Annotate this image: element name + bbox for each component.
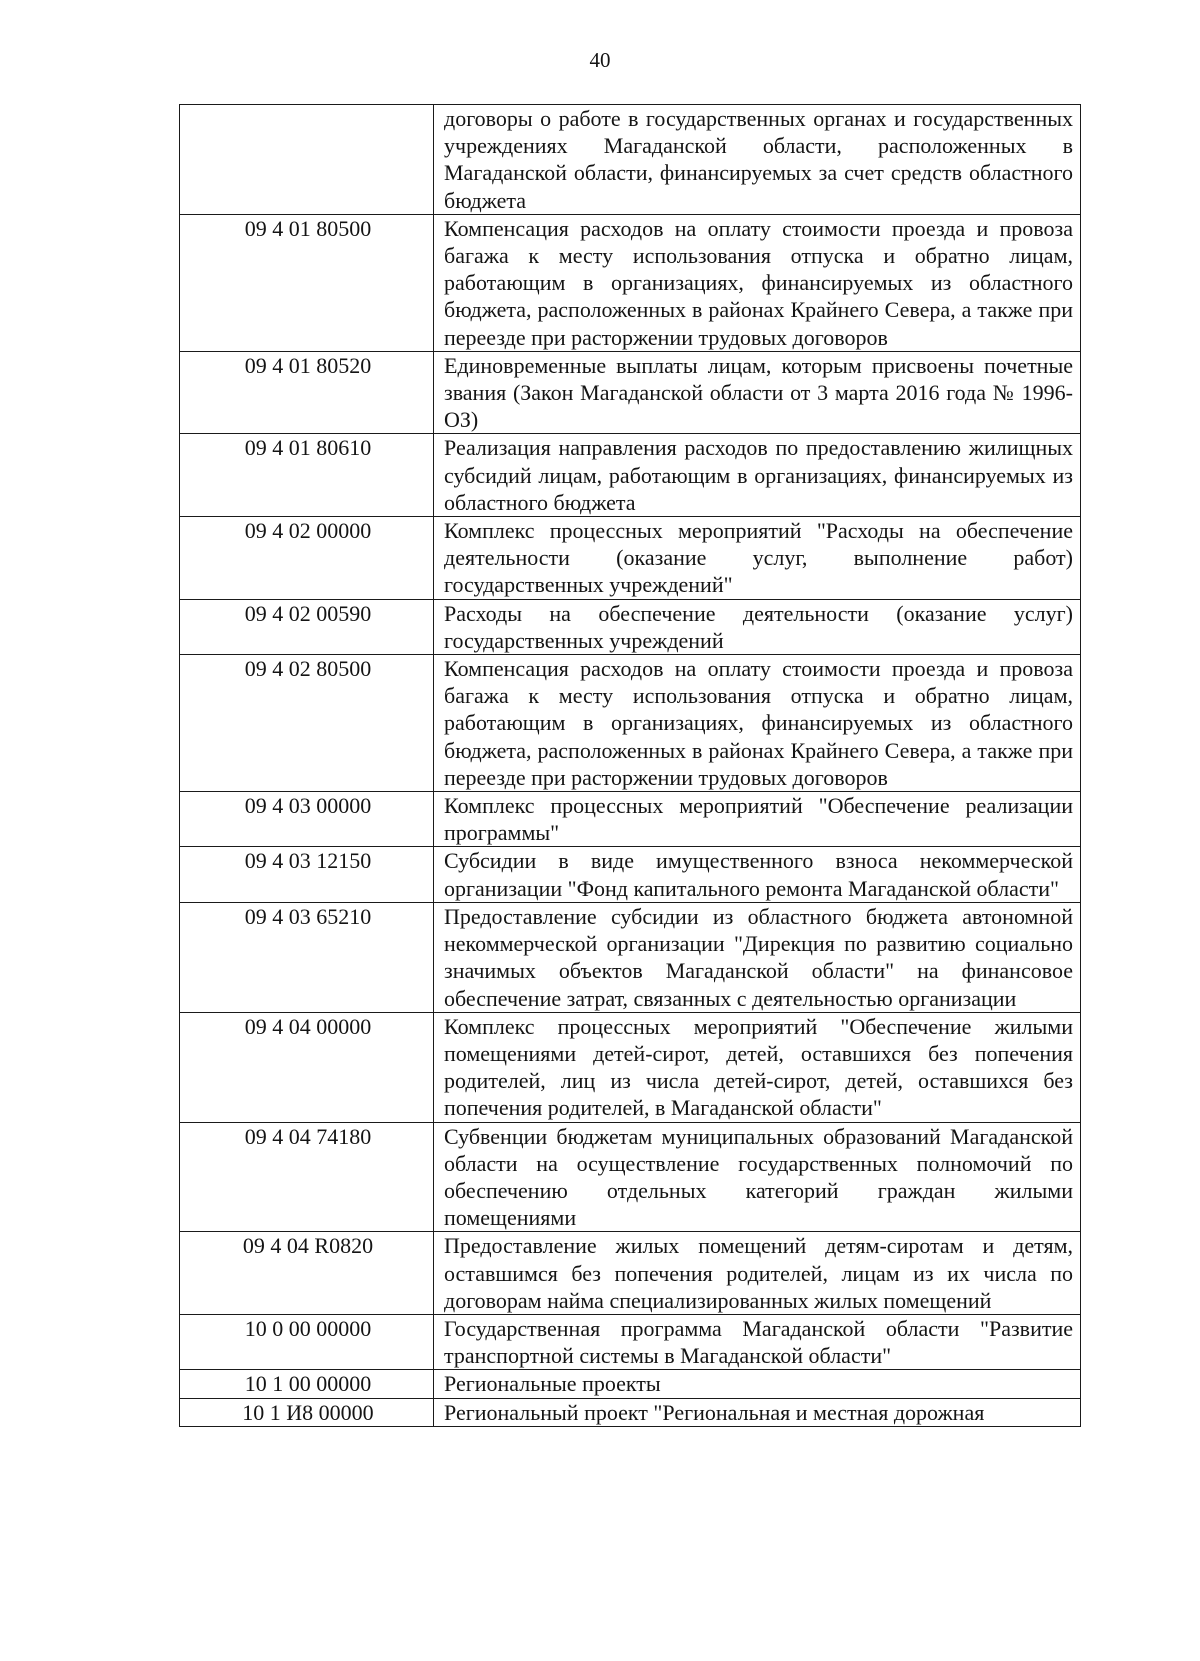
table-row: [180, 105, 1081, 215]
row-description: Расходы на обеспечение деятельности (оказание услуг) государственных учреждений: [434, 599, 1081, 654]
row-description: Компенсация расходов на оплату стоимости проезда и провоза багажа к месту использования отпуска и обратно лицам, работающим в организациях, финансируемых из областного бюджета, расположенных в районах Крайнего Севера, а также при переезде при расторжении трудовых договоров: [434, 214, 1081, 351]
row-code: 10 1 И8 00000: [180, 1398, 434, 1426]
table-row: [180, 1012, 1081, 1122]
row-description: Единовременные выплаты лицам, которым присвоены почетные звания (Закон Магаданской области от 3 марта 2016 года № 1996-ОЗ): [434, 351, 1081, 434]
table-row: [180, 792, 1081, 847]
table-row: [180, 1370, 1081, 1398]
row-code: 09 4 02 00590: [180, 599, 434, 654]
row-code: 09 4 04 74180: [180, 1122, 434, 1232]
row-description: Компенсация расходов на оплату стоимости проезда и провоза багажа к месту использования отпуска и обратно лицам, работающим в организациях, финансируемых из областного бюджета, расположенных в районах Крайнего Севера, а также при переезде при расторжении трудовых договоров: [434, 655, 1081, 792]
table-row: [180, 351, 1081, 434]
row-code: 09 4 01 80500: [180, 214, 434, 351]
row-description: Предоставление жилых помещений детям-сиротам и детям, оставшимся без попечения родителей, лицам из их числа по договорам найма специализированных жилых помещений: [434, 1232, 1081, 1315]
budget-code-table: [179, 104, 1081, 1427]
table-row: [180, 1398, 1081, 1426]
row-code: 09 4 04 R0820: [180, 1232, 434, 1315]
row-description: Комплекс процессных мероприятий "Обеспечение жилыми помещениями детей-сирот, детей, оставшихся без попечения родителей, лиц из числа детей-сирот, детей, оставшихся без попечения родителей, в Магаданской области": [434, 1012, 1081, 1122]
table-row: [180, 517, 1081, 600]
row-code: 09 4 03 12150: [180, 847, 434, 902]
table-row: [180, 599, 1081, 654]
table-row: [180, 434, 1081, 517]
table-row: [180, 214, 1081, 351]
row-description: Региональные проекты: [434, 1370, 1081, 1398]
row-code: [180, 105, 434, 215]
row-code: 10 0 00 00000: [180, 1314, 434, 1369]
row-code: 10 1 00 00000: [180, 1370, 434, 1398]
row-description: Региональный проект "Региональная и местная дорожная: [434, 1398, 1081, 1426]
row-code: 09 4 04 00000: [180, 1012, 434, 1122]
table-row: [180, 902, 1081, 1012]
row-code: 09 4 02 80500: [180, 655, 434, 792]
table-row: [180, 1122, 1081, 1232]
row-code: 09 4 01 80610: [180, 434, 434, 517]
row-description: Предоставление субсидии из областного бюджета автономной некоммерческой организации "Дирекция по развитию социально значимых объектов Магаданской области" на финансовое обеспечение затрат, связанных с деятельностью организации: [434, 902, 1081, 1012]
row-description: Реализация направления расходов по предоставлению жилищных субсидий лицам, работающим в организациях, финансируемых из областного бюджета: [434, 434, 1081, 517]
row-description: Комплекс процессных мероприятий "Расходы на обеспечение деятельности (оказание услуг, выполнение работ) государственных учреждений": [434, 517, 1081, 600]
row-code: 09 4 01 80520: [180, 351, 434, 434]
table-row: [180, 1232, 1081, 1315]
row-description: Субсидии в виде имущественного взноса некоммерческой организации "Фонд капитального ремонта Магаданской области": [434, 847, 1081, 902]
row-code: 09 4 02 00000: [180, 517, 434, 600]
row-description: Субвенции бюджетам муниципальных образований Магаданской области на осуществление государственных полномочий по обеспечению отдельных категорий граждан жилыми помещениями: [434, 1122, 1081, 1232]
table-row: [180, 1314, 1081, 1369]
table-row: [180, 655, 1081, 792]
row-code: 09 4 03 00000: [180, 792, 434, 847]
row-code: 09 4 03 65210: [180, 902, 434, 1012]
table-row: [180, 847, 1081, 902]
row-description: Государственная программа Магаданской области "Развитие транспортной системы в Магаданской области": [434, 1314, 1081, 1369]
row-description: договоры о работе в государственных органах и государственных учреждениях Магаданской области, расположенных в Магаданской области, финансируемых за счет средств областного бюджета: [434, 105, 1081, 215]
page-number: 40: [589, 48, 611, 72]
row-description: Комплекс процессных мероприятий "Обеспечение реализации программы": [434, 792, 1081, 847]
